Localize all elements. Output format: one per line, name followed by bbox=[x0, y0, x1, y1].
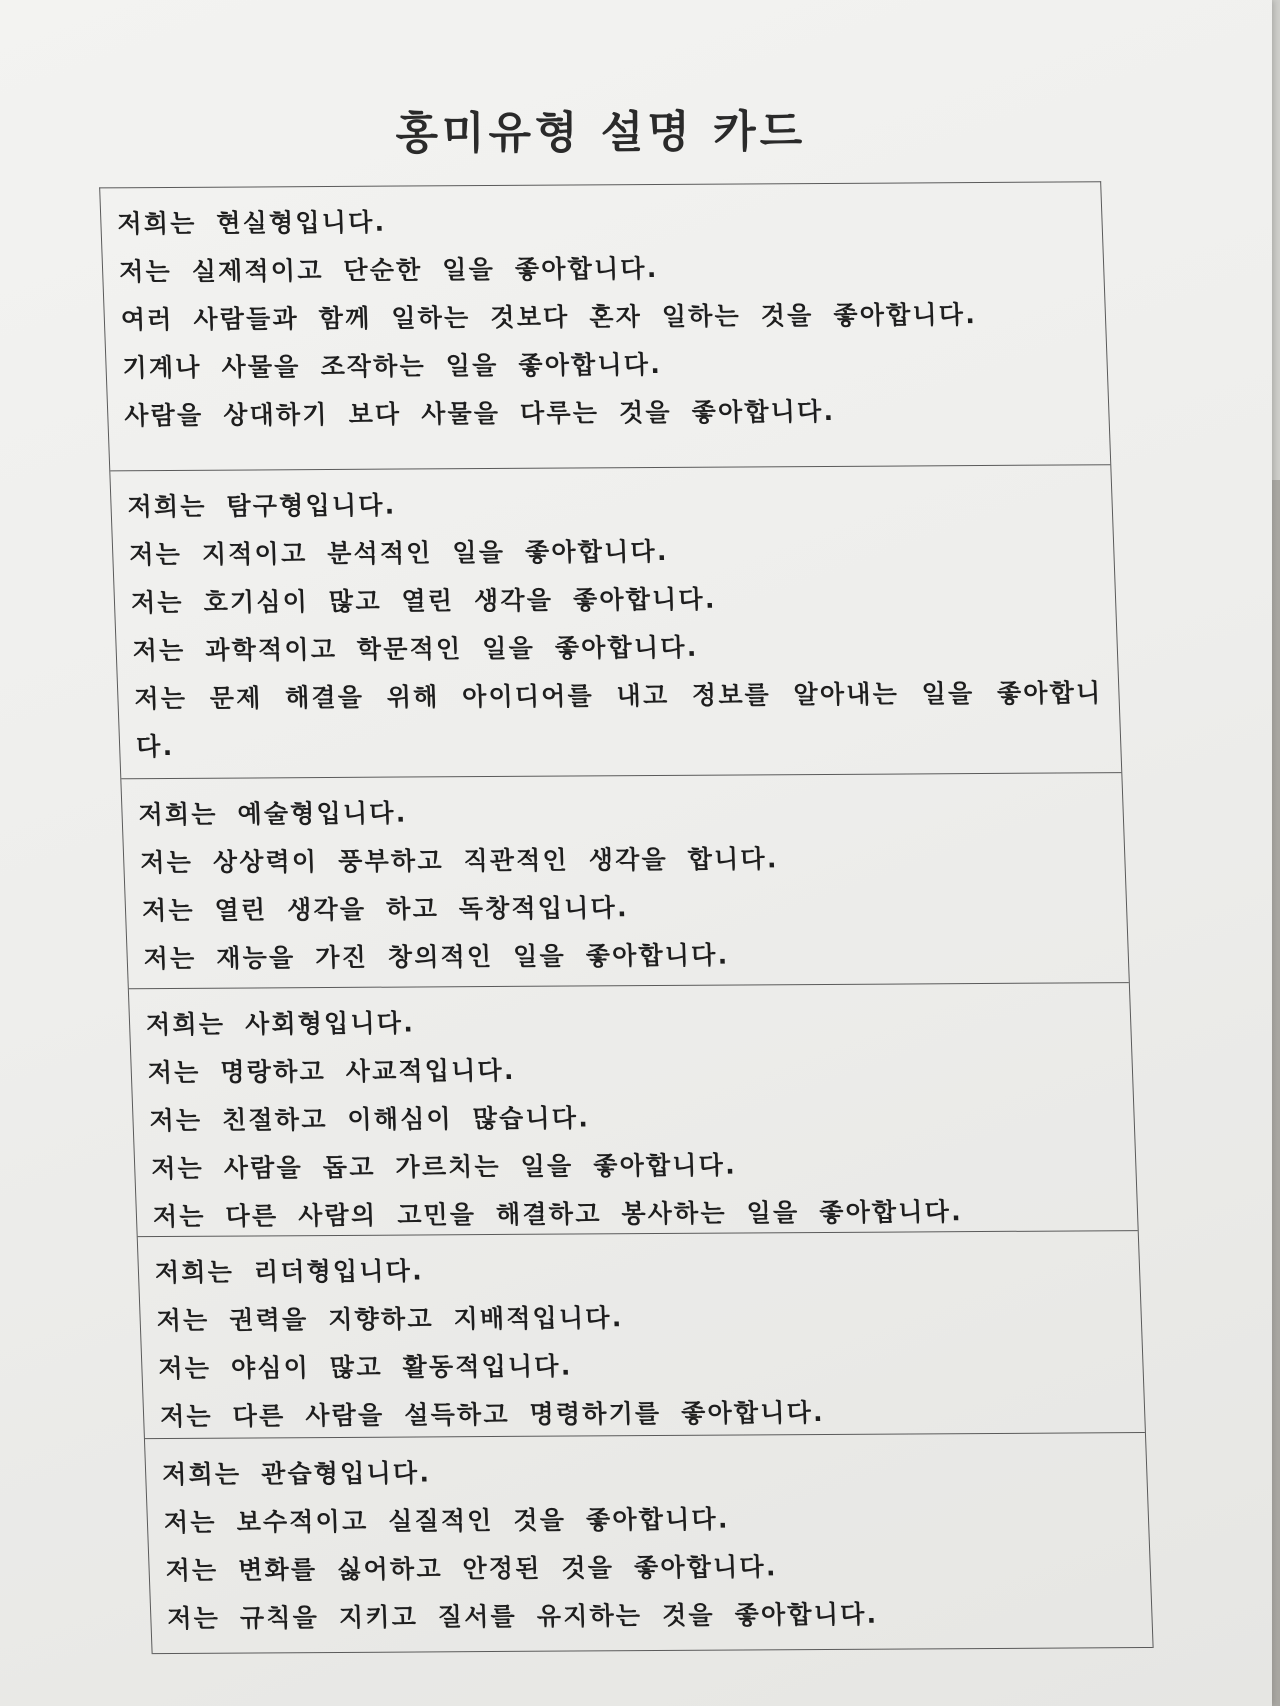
description-line: 저는 다른 사람을 설득하고 명령하기를 좋아합니다. bbox=[159, 1397, 826, 1432]
description-line: 저는 과학적이고 학문적인 일을 좋아합니다. bbox=[132, 632, 699, 666]
description-line: 저는 재능을 가진 창의적인 일을 좋아합니다. bbox=[143, 940, 730, 974]
section-heading: 저희는 예술형입니다. bbox=[138, 798, 408, 830]
section-conventional bbox=[145, 1433, 1153, 1654]
section-artistic bbox=[121, 773, 1128, 989]
description-line: 저는 규칙을 지키고 질서를 유지하는 것을 좋아합니다. bbox=[166, 1599, 879, 1634]
description-line: 기계나 사물을 조작하는 일을 좋아합니다. bbox=[122, 349, 663, 383]
section-leader bbox=[138, 1231, 1145, 1439]
description-line: 저는 실제적이고 단순한 일을 좋아합니다. bbox=[118, 253, 659, 287]
section-social bbox=[129, 983, 1138, 1237]
description-line: 저는 다른 사람의 고민을 해결하고 봉사하는 일을 좋아합니다. bbox=[152, 1197, 964, 1232]
description-line: 저는 호기심이 많고 열린 생각을 좋아합니다. bbox=[130, 584, 718, 618]
section-heading: 저희는 현실형입니다. bbox=[116, 207, 387, 239]
description-line: 저는 문제 해결을 위해 아이디어를 내고 정보를 알아내는 일을 좋아합니 다. bbox=[133, 678, 1103, 762]
section-heading: 저희는 리더형입니다. bbox=[154, 1256, 425, 1288]
description-line: 저는 상상력이 풍부하고 직관적인 생각을 합니다. bbox=[139, 844, 780, 878]
description-line: 저는 지적이고 분석적인 일을 좋아합니다. bbox=[128, 536, 670, 570]
description-line: 저는 명랑하고 사교적입니다. bbox=[147, 1055, 517, 1088]
description-line: 저는 열린 생각을 하고 독창적입니다. bbox=[141, 893, 630, 926]
section-heading: 저희는 사회형입니다. bbox=[145, 1008, 416, 1040]
section-realistic bbox=[100, 182, 1110, 471]
section-heading: 저희는 탐구형입니다. bbox=[127, 490, 397, 522]
section-heading: 저희는 관습형입니다. bbox=[161, 1458, 432, 1490]
description-line: 사람을 상대하기 보다 사물을 다루는 것을 좋아합니다. bbox=[123, 396, 836, 431]
description-line: 저는 야심이 많고 활동적입니다. bbox=[157, 1351, 573, 1384]
description-line: 저는 보수적이고 실질적인 것을 좋아합니다. bbox=[163, 1504, 731, 1538]
type-card-table bbox=[99, 181, 1153, 1654]
page-title: 홍미유형 설명 카드 bbox=[395, 106, 807, 160]
description-line: 저는 변화를 싫어하고 안정된 것을 좋아합니다. bbox=[165, 1552, 779, 1586]
description-line: 저는 사람을 돕고 가르치는 일을 좋아합니다. bbox=[150, 1150, 738, 1184]
description-line: 저는 권력을 지향하고 지배적입니다. bbox=[156, 1303, 624, 1336]
description-line: 저는 친절하고 이해심이 많습니다. bbox=[149, 1103, 591, 1136]
section-investigative bbox=[110, 465, 1121, 779]
description-line: 여러 사람들과 함께 일하는 것보다 혼자 일하는 것을 좋아합니다. bbox=[120, 300, 978, 335]
